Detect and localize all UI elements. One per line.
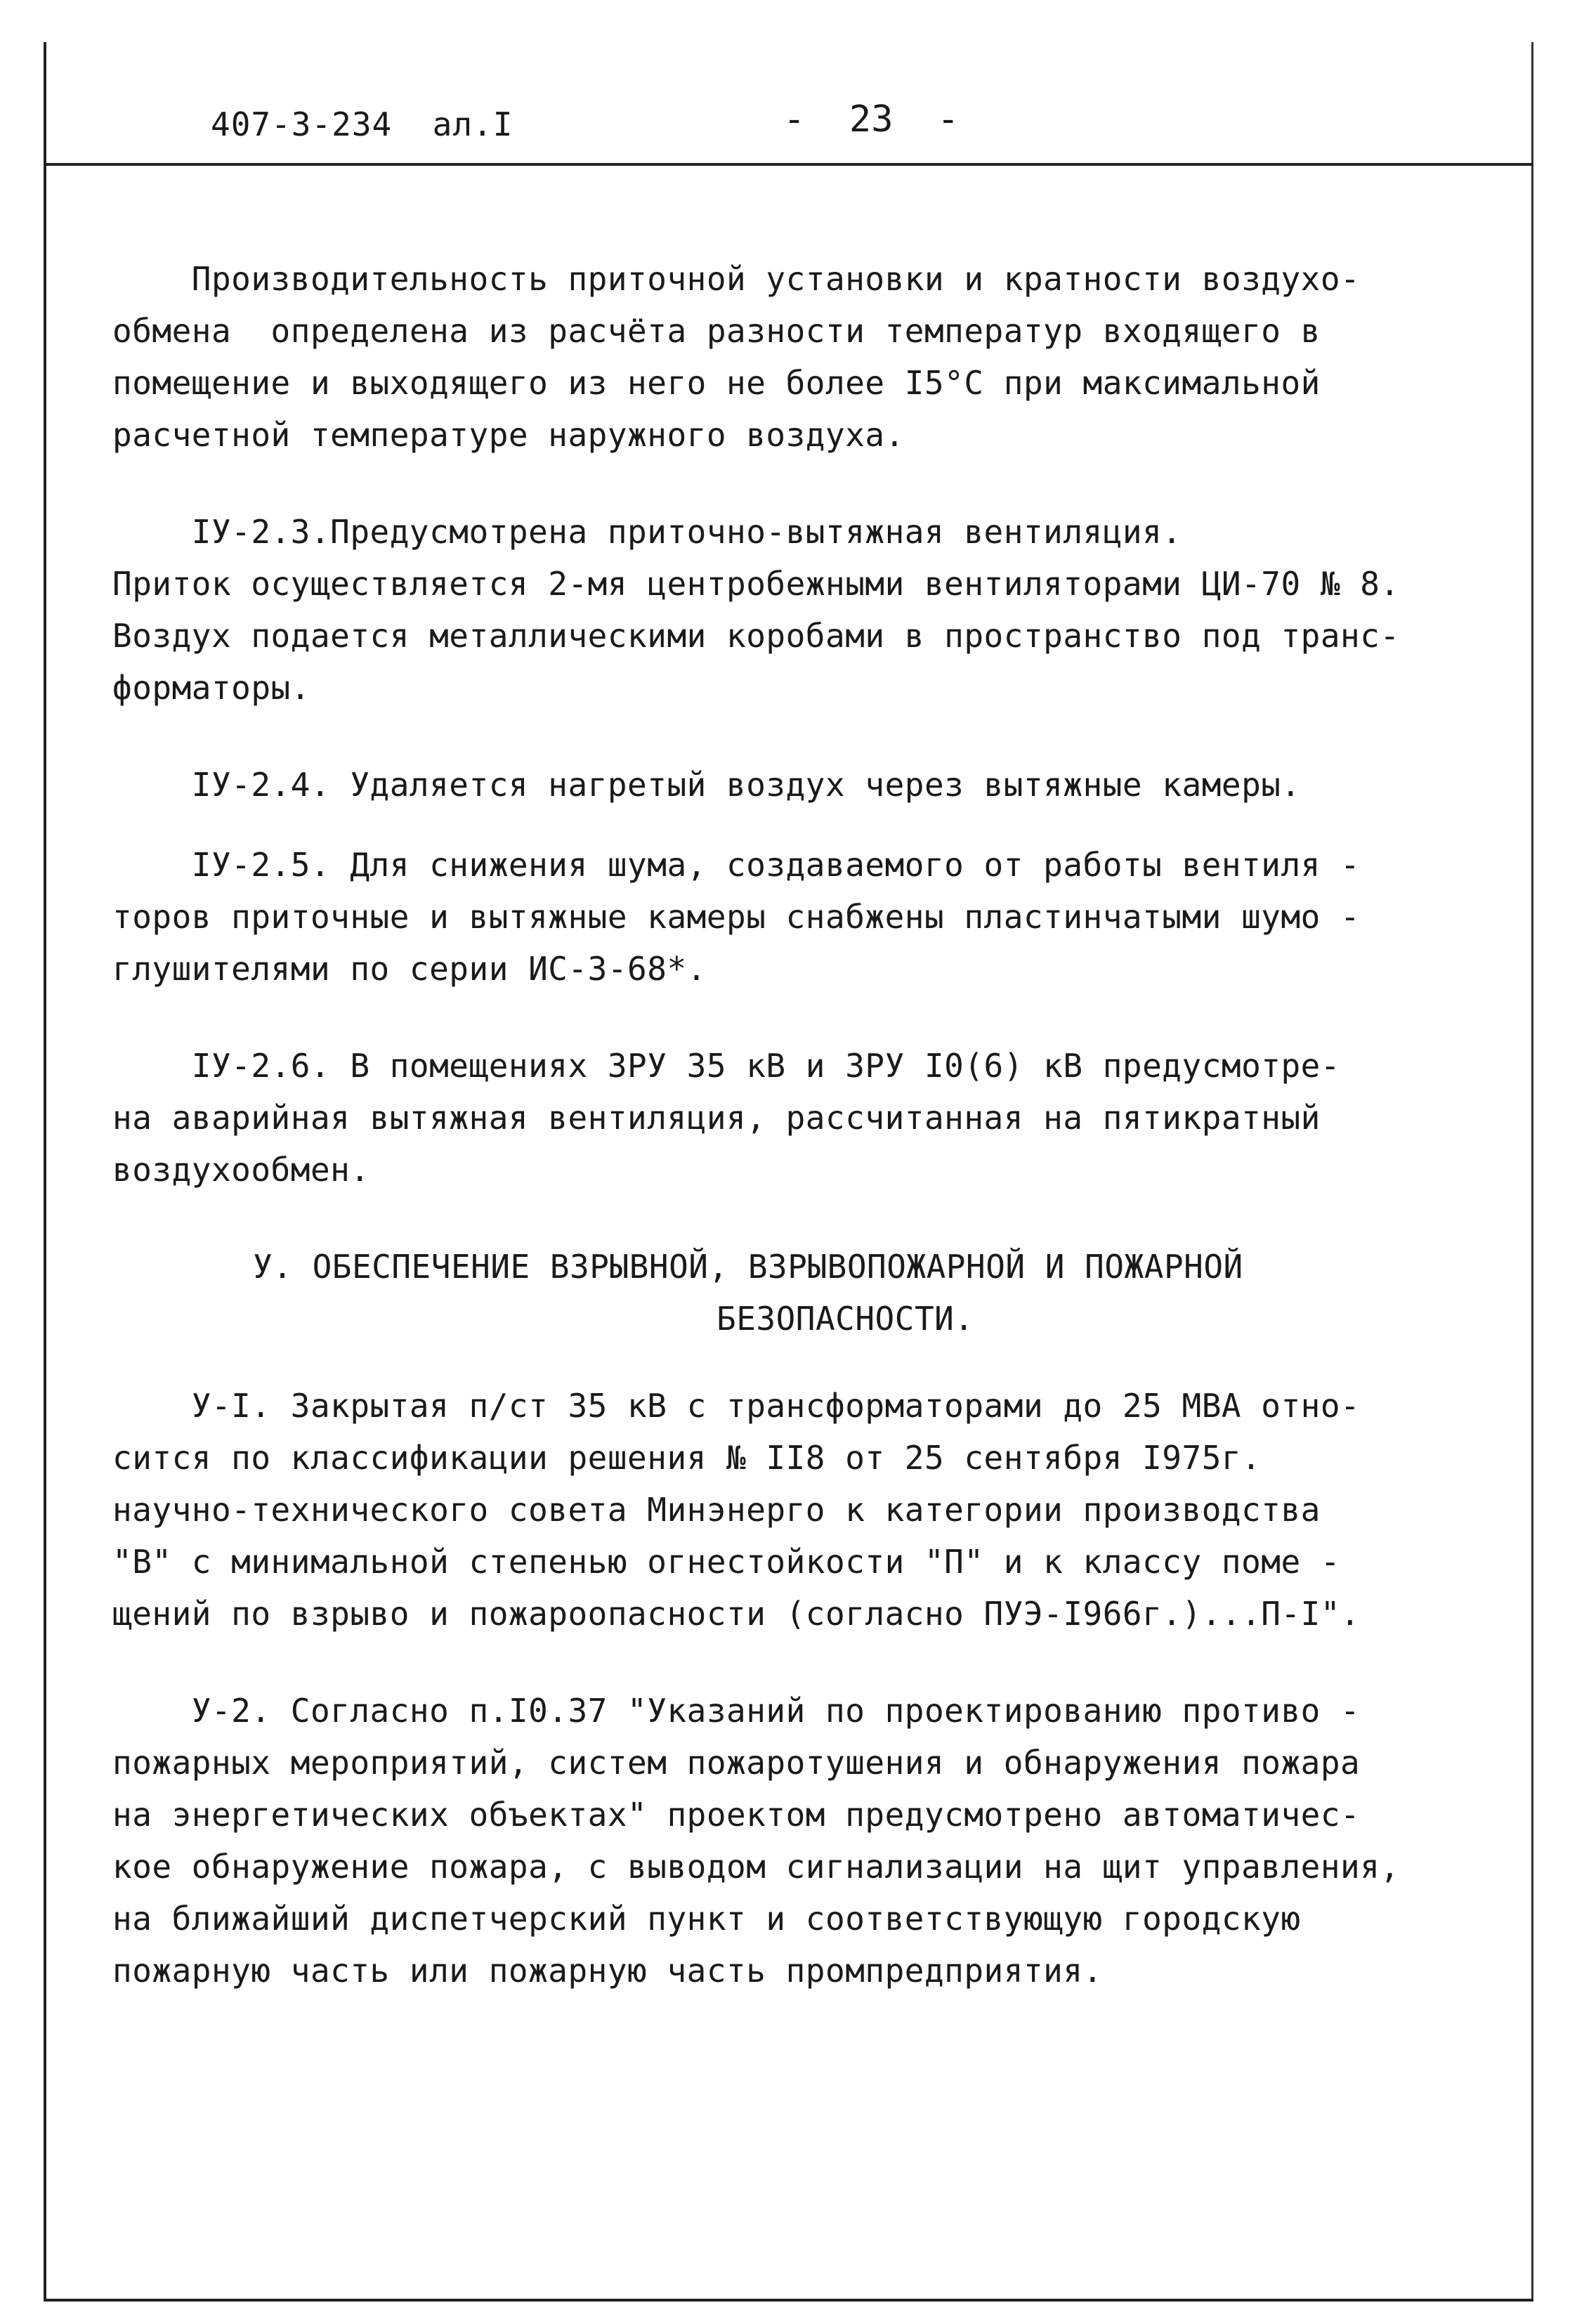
text-line: У-2. Согласно п.I0.37 "Указаний по проектированию противо - — [112, 1692, 1361, 1730]
text-line: воздухообмен. — [112, 1151, 370, 1189]
text-line: IУ-2.4. Удаляется нагретый воздух через вытяжные камеры. — [112, 766, 1301, 804]
text-line: на аварийная вытяжная вентиляция, рассчитанная на пятикратный — [112, 1099, 1321, 1137]
text-line: "В" с минимальной степенью огнестойкости "П" и к классу поме - — [112, 1543, 1341, 1581]
text-line: IУ-2.6. В помещениях ЗРУ 35 кВ и ЗРУ I0(6) кВ предусмотре- — [112, 1047, 1341, 1085]
text-line: пожарную часть или пожарную часть промпредприятия. — [112, 1952, 1103, 1990]
text-line: Воздух подается металлическими коробами в пространство под транс- — [112, 617, 1400, 655]
page-body — [112, 253, 1524, 2042]
page-frame-left — [44, 42, 46, 2301]
text-line: глушителями по серии ИС-3-68*. — [112, 950, 707, 988]
text-line: У-I. Закрытая п/ст 35 кВ с трансформаторами до 25 МВА отно- — [112, 1387, 1361, 1425]
text-line: кое обнаружение пожара, с выводом сигнализации на щит управления, — [112, 1848, 1400, 1886]
text-line: сится по классификации решения № II8 от 25 сентября I975г. — [112, 1439, 1262, 1477]
text-line: щений по взрыво и пожароопасности (согласно ПУЭ-I966г.)...П-I". — [112, 1595, 1361, 1633]
page-number: - 23 - — [783, 98, 960, 141]
section-title-line-1: У. ОБЕСПЕЧЕНИЕ ВЗРЫВНОЙ, ВЗРЫВОПОЖАРНОЙ И ПОЖАРНОЙ — [253, 1248, 1243, 1286]
paragraph-v-1 — [112, 1380, 1524, 1640]
text-line: на ближайший диспетчерский пункт и соответствующую городскую — [112, 1900, 1301, 1938]
paragraph-iv-2-5 — [112, 839, 1524, 995]
paragraph-iv-2-6 — [112, 1040, 1524, 1196]
text-line: торов приточные и вытяжные камеры снабжены пластинчатыми шумо - — [112, 898, 1361, 936]
page-frame-right — [1531, 42, 1533, 2301]
text-line: пожарных мероприятий, систем пожаротушения и обнаружения пожара — [112, 1744, 1361, 1782]
text-line: расчетной температуре наружного воздуха. — [112, 416, 905, 454]
text-line: помещение и выходящего из него не более I5°С при максимальной — [112, 364, 1321, 402]
section-v-heading — [112, 1241, 1524, 1345]
text-line: Производительность приточной установки и кратности воздухо- — [112, 260, 1361, 298]
paragraph-iv-2-3 — [112, 506, 1524, 714]
header-divider — [44, 163, 1533, 166]
text-line: научно-технического совета Минэнерго к категории производства — [112, 1491, 1321, 1529]
paragraph-ventilation-capacity — [112, 253, 1524, 461]
paragraph-iv-2-4 — [112, 759, 1524, 811]
text-line: на энергетических объектах" проектом предусмотрено автоматичес- — [112, 1796, 1361, 1834]
paragraph-v-2 — [112, 1685, 1524, 1997]
document-code: 407-3-234 ал.I — [211, 105, 513, 143]
text-line: форматоры. — [112, 669, 310, 707]
text-line: обмена определена из расчёта разности температур входящего в — [112, 312, 1321, 350]
page-frame-bottom — [44, 2299, 1533, 2302]
section-title-line-2: БЕЗОПАСНОСТИ. — [716, 1300, 974, 1338]
text-line: IУ-2.5. Для снижения шума, создаваемого от работы вентиля - — [112, 846, 1361, 884]
text-line: Приток осуществляется 2-мя центробежными вентиляторами ЦИ-70 № 8. — [112, 565, 1400, 603]
text-line: IУ-2.3.Предусмотрена приточно-вытяжная вентиляция. — [112, 513, 1182, 551]
